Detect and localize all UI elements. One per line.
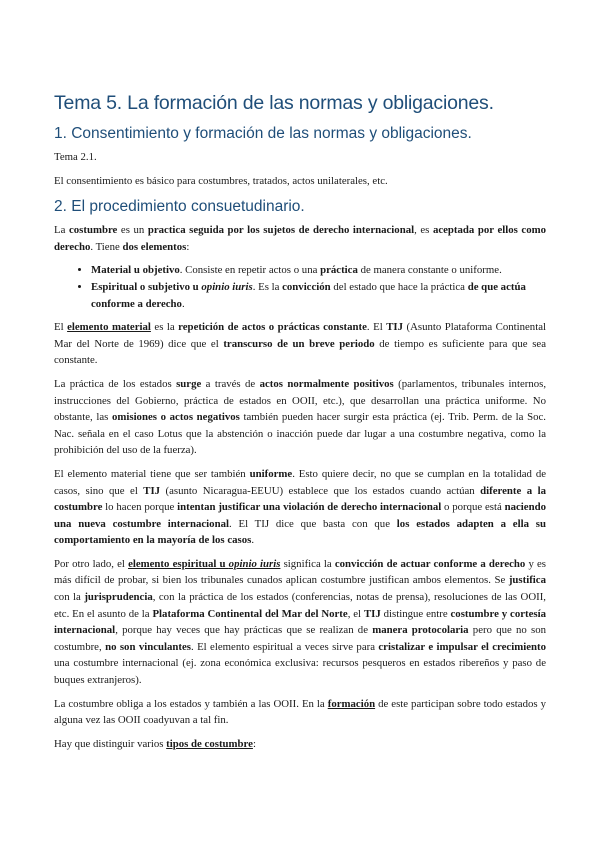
espiritual-paragraph: Por otro lado, el elemento espiritual u opinio iuris significa la convicción de actuar conforme a derecho y es más difícil de probar, si bien los tribunales cunados aplican costumbre justifican ambos elementos. Se justifica con la jurisprudencia, con la práctica de los estados (conferencias, notas de prensa), resoluciones de las OOII, etc. En el asunto de la Plataforma Continental del Mar del Norte, el TIJ distingue entre costumbre y cortesía internacional, porque hay veces que hay prácticas que se realizan de manera protocolaria pero que no son costumbre, no son vinculantes. El elemento espiritual a veces sirve para cristalizar e impulsar el crecimiento una costumbre internacional (ej. zona económica exclusiva: recursos pesqueros en estados ribereños y paso de buques extranjeros). [54,557,547,687]
practica-paragraph: La práctica de los estados surge a través de actos normalmente positivos (parlamentos, tribunales internos, instrucciones del Gobierno, práctica de estados en OOII, etc.), que desarrollan una práctica uniforme. No obstante, las omisiones o actos negativos también pueden hacer surgir esta práctica (ej. Trib. Perm. de la Soc. Nac. señala en el caso Lotus que la abstención o inacción puede dar lugar a una costumbre negativa, como la prohibición del uso de la fuerza). [54,377,547,457]
list-item-material: • Material u objetivo. Consiste en repetir actos o una práctica de manera constante o uniforme. [91,262,546,279]
material-element-paragraph: El elemento material es la repetición de actos o prácticas constante. El TIJ (Asunto Plataforma Continental Mar del Norte de 1969) dice que el transcurso de un breve periodo de tiempo es suficiente para que sea constante. [54,321,546,367]
section-1-heading: 1. Consentimiento y formación de las normas y obligaciones. [54,125,472,142]
document-page [54,90,546,759]
obligacion-paragraph: La costumbre obliga a los estados y también a las OOII. En la formación de este participan sobre todo estados y alguna vez las OOII coadyuvan a tal fin. [54,697,546,727]
section-1-reference: Tema 2.1. [54,151,97,163]
list-item-espiritual: • Espiritual o subjetivo u opinio iuris. Es la convicción del estado que hace la práctica de que actúa conforme a derecho. [91,279,546,312]
costumbre-intro-paragraph: La costumbre es un practica seguida por los sujetos de derecho internacional, es aceptada por ellos como derecho. Tiene dos elementos: [54,224,546,253]
section-2-heading: 2. El procedimiento consuetudinario. [54,198,305,216]
document-title: Tema 5. La formación de las normas y obligaciones. [54,92,494,114]
uniforme-paragraph: El elemento material tiene que ser también uniforme. Esto quiere decir, no que se cumplan en la totalidad de casos, sino que el TIJ (asunto Nicaragua-EEUU) establece que los estados cuando actúan diferente a la costumbre lo hacen porque intentan justificar una violación de derecho internacional o porque está naciendo una nueva costumbre internacional. El TIJ dice que basta con que los estados adapten a ella su comportamiento en la mayoría de los casos. [54,467,547,547]
section-1-paragraph: El consentimiento es básico para costumbres, tratados, actos unilaterales, etc. [54,174,388,187]
tipos-paragraph: Hay que distinguir varios tipos de costumbre: [54,737,256,750]
elements-list [54,262,546,312]
